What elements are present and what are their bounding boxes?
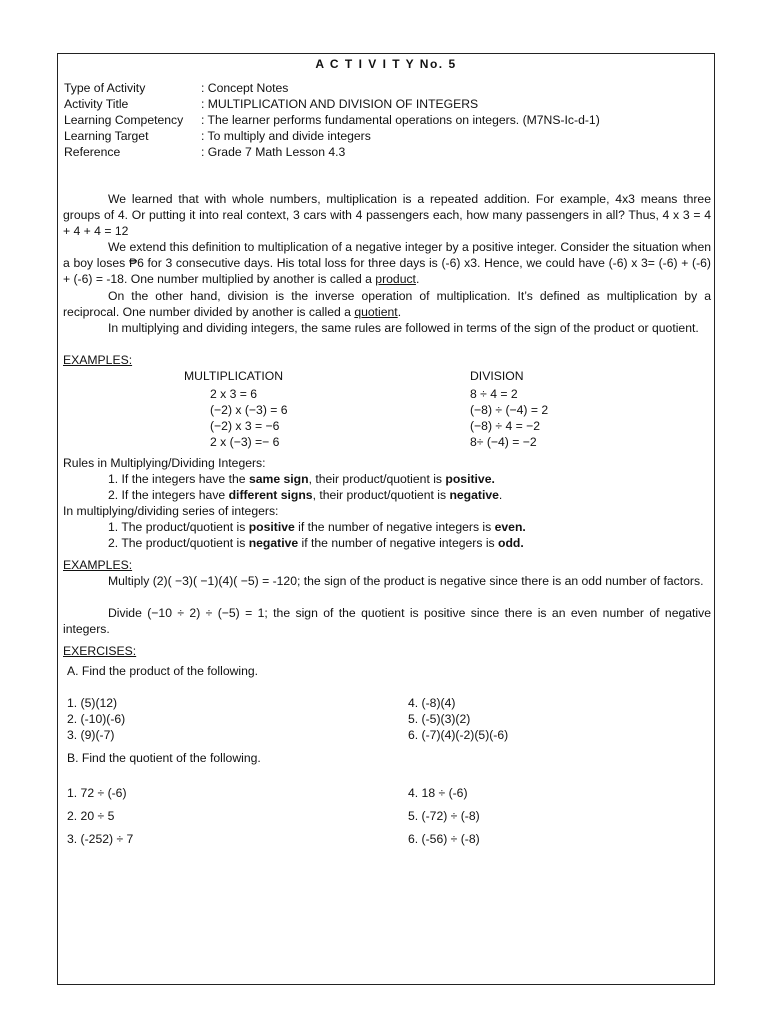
series-heading: In multiplying/dividing series of integers:: [63, 504, 279, 518]
rule-2-bold-sign: different signs: [228, 488, 313, 502]
exercise-a-item: 3. (9)(-7): [67, 728, 115, 742]
intro-paragraph-2-text: We extend this definition to multiplication of a negative integer by a positive integer. Consider the situation when a boy loses ₱6 for 3 consecutive days. His total loss for three days is (-6) x3. Hence, we could have (-6) x 3= (-6) + (-6) + (-6) = -18. One number multiplied by another is called a: [63, 240, 711, 287]
intro-paragraph-4: In multiplying and dividing integers, the same rules are followed in terms of the sign of the product or quotient.: [108, 321, 699, 335]
exercise-a-item: 4. (-8)(4): [408, 696, 456, 710]
activity-title: A C T I V I T Y No. 5: [315, 57, 457, 71]
rule-2-bold-result: negative: [449, 488, 499, 502]
meta-value-target: : To multiply and divide integers: [201, 129, 371, 143]
series-rule-1-bold: positive: [248, 520, 295, 534]
intro-paragraph-3: [63, 288, 711, 320]
division-example-1: 8 ÷ 4 = 2: [470, 387, 518, 401]
exercise-a-item: 1. (5)(12): [67, 696, 118, 710]
multiplication-example-3: (−2) x 3 = −6: [210, 419, 280, 433]
exercise-a-instruction: A. Find the product of the following.: [67, 664, 259, 678]
example-multiply: Multiply (2)( −3)( −1)(4)( −5) = -120; the sign of the product is negative since there is an odd number of factors.: [108, 574, 704, 588]
series-rule-1-bold-end: even.: [494, 520, 526, 534]
multiplication-heading: MULTIPLICATION: [184, 369, 284, 383]
rule-1-bold-result: positive.: [445, 472, 495, 486]
meta-value-title: : MULTIPLICATION AND DIVISION OF INTEGERS: [201, 97, 479, 111]
rule-1-text: 1. If the integers have the: [108, 472, 249, 486]
series-rule-2-bold: negative: [248, 536, 299, 550]
division-heading: DIVISION: [470, 369, 524, 383]
series-rule-1-text: 1. The product/quotient is: [108, 520, 249, 534]
exercise-b-item: 2. 20 ÷ 5: [67, 809, 115, 823]
exercise-a-item: 5. (-5)(3)(2): [408, 712, 471, 726]
series-rule-odd: [108, 535, 524, 551]
exercise-b-item: 4. 18 ÷ (-6): [408, 786, 468, 800]
rule-1-bold-sign: same sign: [248, 472, 309, 486]
exercise-a-item: 6. (-7)(4)(-2)(5)(-6): [408, 728, 509, 742]
meta-label-reference: Reference: [64, 145, 121, 159]
division-example-3: (−8) ÷ 4 = −2: [470, 419, 541, 433]
meta-label-competency: Learning Competency: [64, 113, 184, 127]
examples-heading: EXAMPLES:: [63, 353, 133, 367]
intro-paragraph-3-text: On the other hand, division is the inverse operation of multiplication. It’s defined as multiplication by a reciprocal. One number divided by another is called a: [63, 289, 711, 320]
rule-2-text: 2. If the integers have: [108, 488, 229, 502]
intro-paragraph-1: We learned that with whole numbers, multiplication is a repeated addition. For example, 4x3 means three groups of 4. Or putting it into real context, 3 cars with 4 passengers each, how many passengers in all? Thus, 4 x 3 = 4 + 4 + 4 = 12: [63, 192, 711, 239]
multiplication-example-4: 2 x (−3) =− 6: [210, 435, 280, 449]
exercise-b-item: 1. 72 ÷ (-6): [67, 786, 127, 800]
term-product: product: [375, 272, 416, 287]
rule-different-signs: [108, 487, 502, 503]
division-example-2: (−8) ÷ (−4) = 2: [470, 403, 549, 417]
rule-2-end: .: [498, 488, 503, 502]
intro-paragraph-2-end: .: [415, 272, 420, 287]
example-divide: Divide (−10 ÷ 2) ÷ (−5) = 1; the sign of the quotient is positive since there is an even number of negative integers.: [63, 606, 711, 637]
meta-label-type: Type of Activity: [64, 81, 146, 95]
rule-2-text-2: , their product/quotient is: [312, 488, 450, 502]
meta-label-target: Learning Target: [64, 129, 149, 143]
series-rule-2-bold-end: odd.: [498, 536, 524, 550]
activity-sheet: [57, 53, 715, 985]
series-rule-even: [108, 519, 526, 535]
exercise-b-item: 3. (-252) ÷ 7: [67, 832, 134, 846]
examples-heading-2: EXAMPLES:: [63, 558, 133, 572]
exercises-heading: EXERCISES:: [63, 644, 137, 658]
intro-paragraph-3-end: .: [397, 305, 402, 320]
rule-1-text-2: , their product/quotient is: [308, 472, 446, 486]
exercise-a-item: 2. (-10)(-6): [67, 712, 126, 726]
meta-value-reference: : Grade 7 Math Lesson 4.3: [201, 145, 346, 159]
series-rule-2-text: 2. The product/quotient is: [108, 536, 249, 550]
multiplication-example-1: 2 x 3 = 6: [210, 387, 258, 401]
exercise-b-item: 5. (-72) ÷ (-8): [408, 809, 480, 823]
meta-value-competency: : The learner performs fundamental operations on integers. (M7NS-Ic-d-1): [201, 113, 600, 127]
meta-label-title: Activity Title: [64, 97, 129, 111]
series-rule-2-text-2: if the number of negative integers is: [298, 536, 499, 550]
division-example-4: 8÷ (−4) = −2: [470, 435, 537, 449]
intro-paragraph-2: [63, 239, 711, 288]
meta-value-type: : Concept Notes: [201, 81, 289, 95]
rules-heading: Rules in Multiplying/Dividing Integers:: [63, 456, 266, 470]
exercise-b-instruction: B. Find the quotient of the following.: [67, 751, 261, 765]
term-quotient: quotient: [354, 305, 398, 320]
exercise-b-item: 6. (-56) ÷ (-8): [408, 832, 480, 846]
multiplication-example-2: (−2) x (−3) = 6: [210, 403, 288, 417]
rule-same-sign: [108, 471, 495, 487]
series-rule-1-text-2: if the number of negative integers is: [294, 520, 495, 534]
